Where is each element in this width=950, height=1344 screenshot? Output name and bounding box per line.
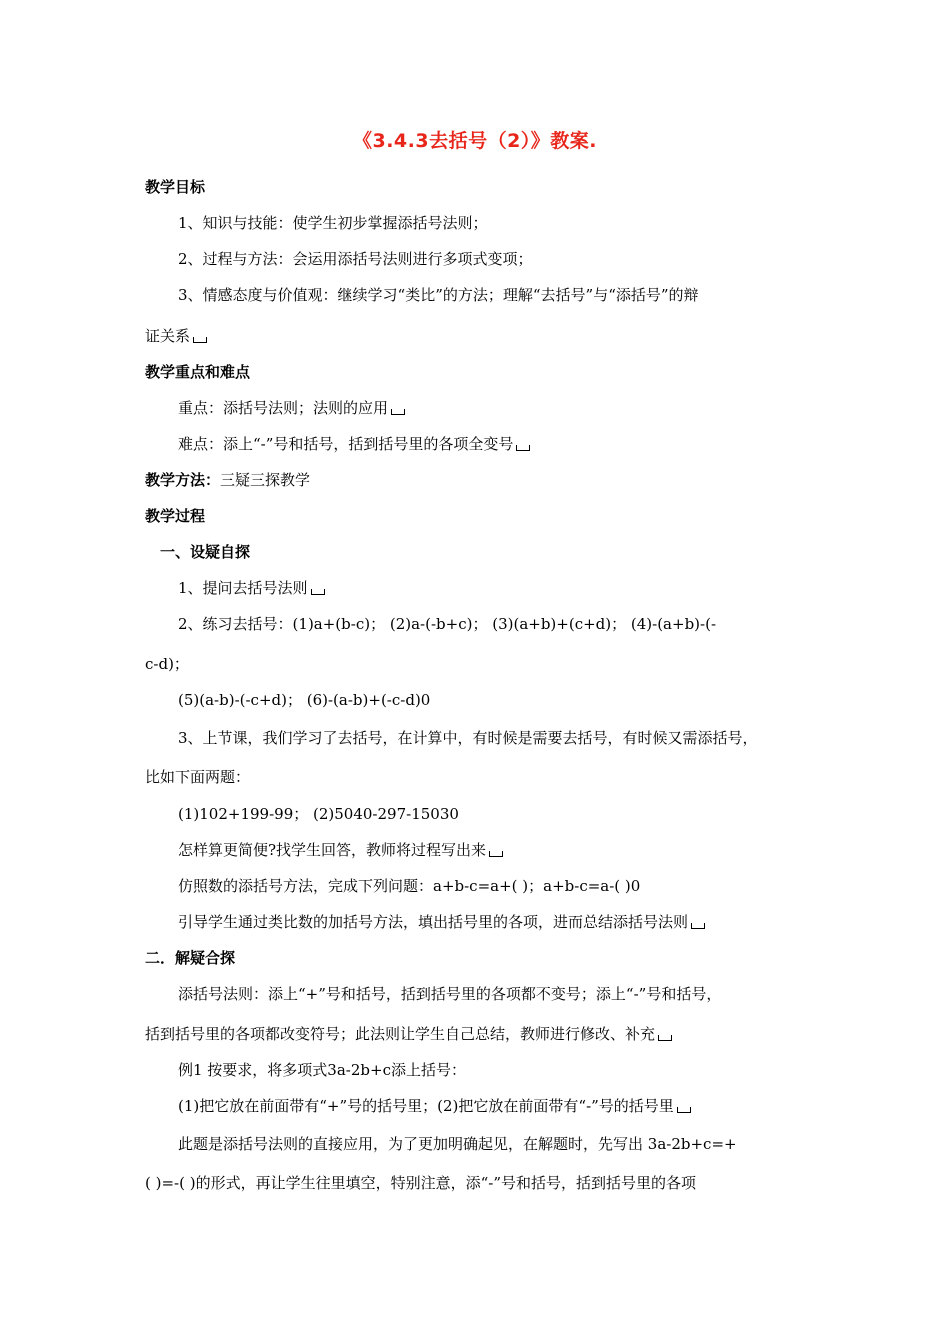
- list-item-cont: 比如下面两题：: [145, 768, 251, 786]
- list-item-cont: c-d)；: [145, 655, 189, 673]
- paragraph: 添括号法则：添上“+”号和括号，括到括号里的各项都不变号；添上“-”号和括号，: [178, 985, 722, 1003]
- paragraph-mark-icon: [691, 923, 705, 929]
- key-point: 重点：添括号法则；法则的应用: [178, 398, 405, 418]
- list-item: 2、练习去括号：(1)a+(b-c)； (2)a-(-b+c)； (3)(a+b)+(c+d)； (4)-(a+b)-(-: [178, 615, 717, 633]
- process-heading: 教学过程: [145, 507, 206, 525]
- paragraph-mark-icon: [516, 445, 530, 451]
- paragraph: 怎样算更简便?找学生回答，教师将过程写出来: [178, 840, 503, 860]
- list-item: 3、上节课，我们学习了去括号，在计算中，有时候是需要去括号，有时候又需添括号，: [178, 729, 758, 747]
- paragraph-cont: 括到括号里的各项都改变符号；此法则让学生自己总结，教师进行修改、补充: [145, 1024, 672, 1044]
- method-label: 教学方法：: [145, 471, 221, 489]
- method-line: [145, 470, 310, 490]
- paragraph-mark-icon: [489, 851, 503, 857]
- difficult-point: 难点：添上“-”号和括号，括到括号里的各项全变号: [178, 434, 530, 454]
- paragraph-mark-icon: [391, 409, 405, 415]
- paragraph-cont: ( )=-( )的形式，再让学生往里填空，特别注意，添“-”号和括号，括到括号里的各项: [145, 1174, 696, 1192]
- paragraph-mark-icon: [311, 589, 325, 595]
- goal-item: 3、情感态度与价值观：继续学习“类比”的方法；理解“去括号”与“添括号”的辩: [178, 286, 699, 304]
- paragraph: 仿照数的添括号方法，完成下列问题：a+b-c=a+( )；a+b-c=a-( )0: [178, 877, 641, 895]
- part1-heading: 一、设疑自探: [160, 543, 251, 561]
- goal-item-cont: 证关系: [145, 326, 207, 346]
- list-item-cont: (1)102+199-99； (2)5040-297-15030: [178, 805, 459, 823]
- list-item-cont: (5)(a-b)-(-c+d)； (6)-(a-b)+(-c-d)0: [178, 691, 431, 709]
- paragraph-mark-icon: [193, 337, 207, 343]
- goals-heading: 教学目标: [145, 178, 206, 196]
- example-title: 例1 按要求，将多项式3a-2b+c添上括号：: [178, 1061, 466, 1079]
- part2-heading: 二．解疑合探: [145, 949, 236, 967]
- example-requirement: (1)把它放在前面带有“+”号的括号里；(2)把它放在前面带有“-”号的括号里: [178, 1096, 691, 1116]
- page-title: 《3.4.3去括号（2）》教案.: [352, 130, 598, 152]
- paragraph: 引导学生通过类比数的加括号方法，填出括号里的各项，进而总结添括号法则: [178, 912, 705, 932]
- paragraph-mark-icon: [658, 1035, 672, 1041]
- paragraph-mark-icon: [677, 1107, 691, 1113]
- goal-item: 1、知识与技能：使学生初步掌握添括号法则；: [178, 214, 488, 232]
- paragraph: 此题是添括号法则的直接应用，为了更加明确起见，在解题时，先写出 3a-2b+c=+: [178, 1135, 737, 1153]
- goal-item: 2、过程与方法：会运用添括号法则进行多项式变项；: [178, 250, 533, 268]
- key-heading: 教学重点和难点: [145, 363, 251, 381]
- method-value: 三疑三探教学: [220, 471, 311, 489]
- list-item: 1、提问去括号法则: [178, 578, 325, 598]
